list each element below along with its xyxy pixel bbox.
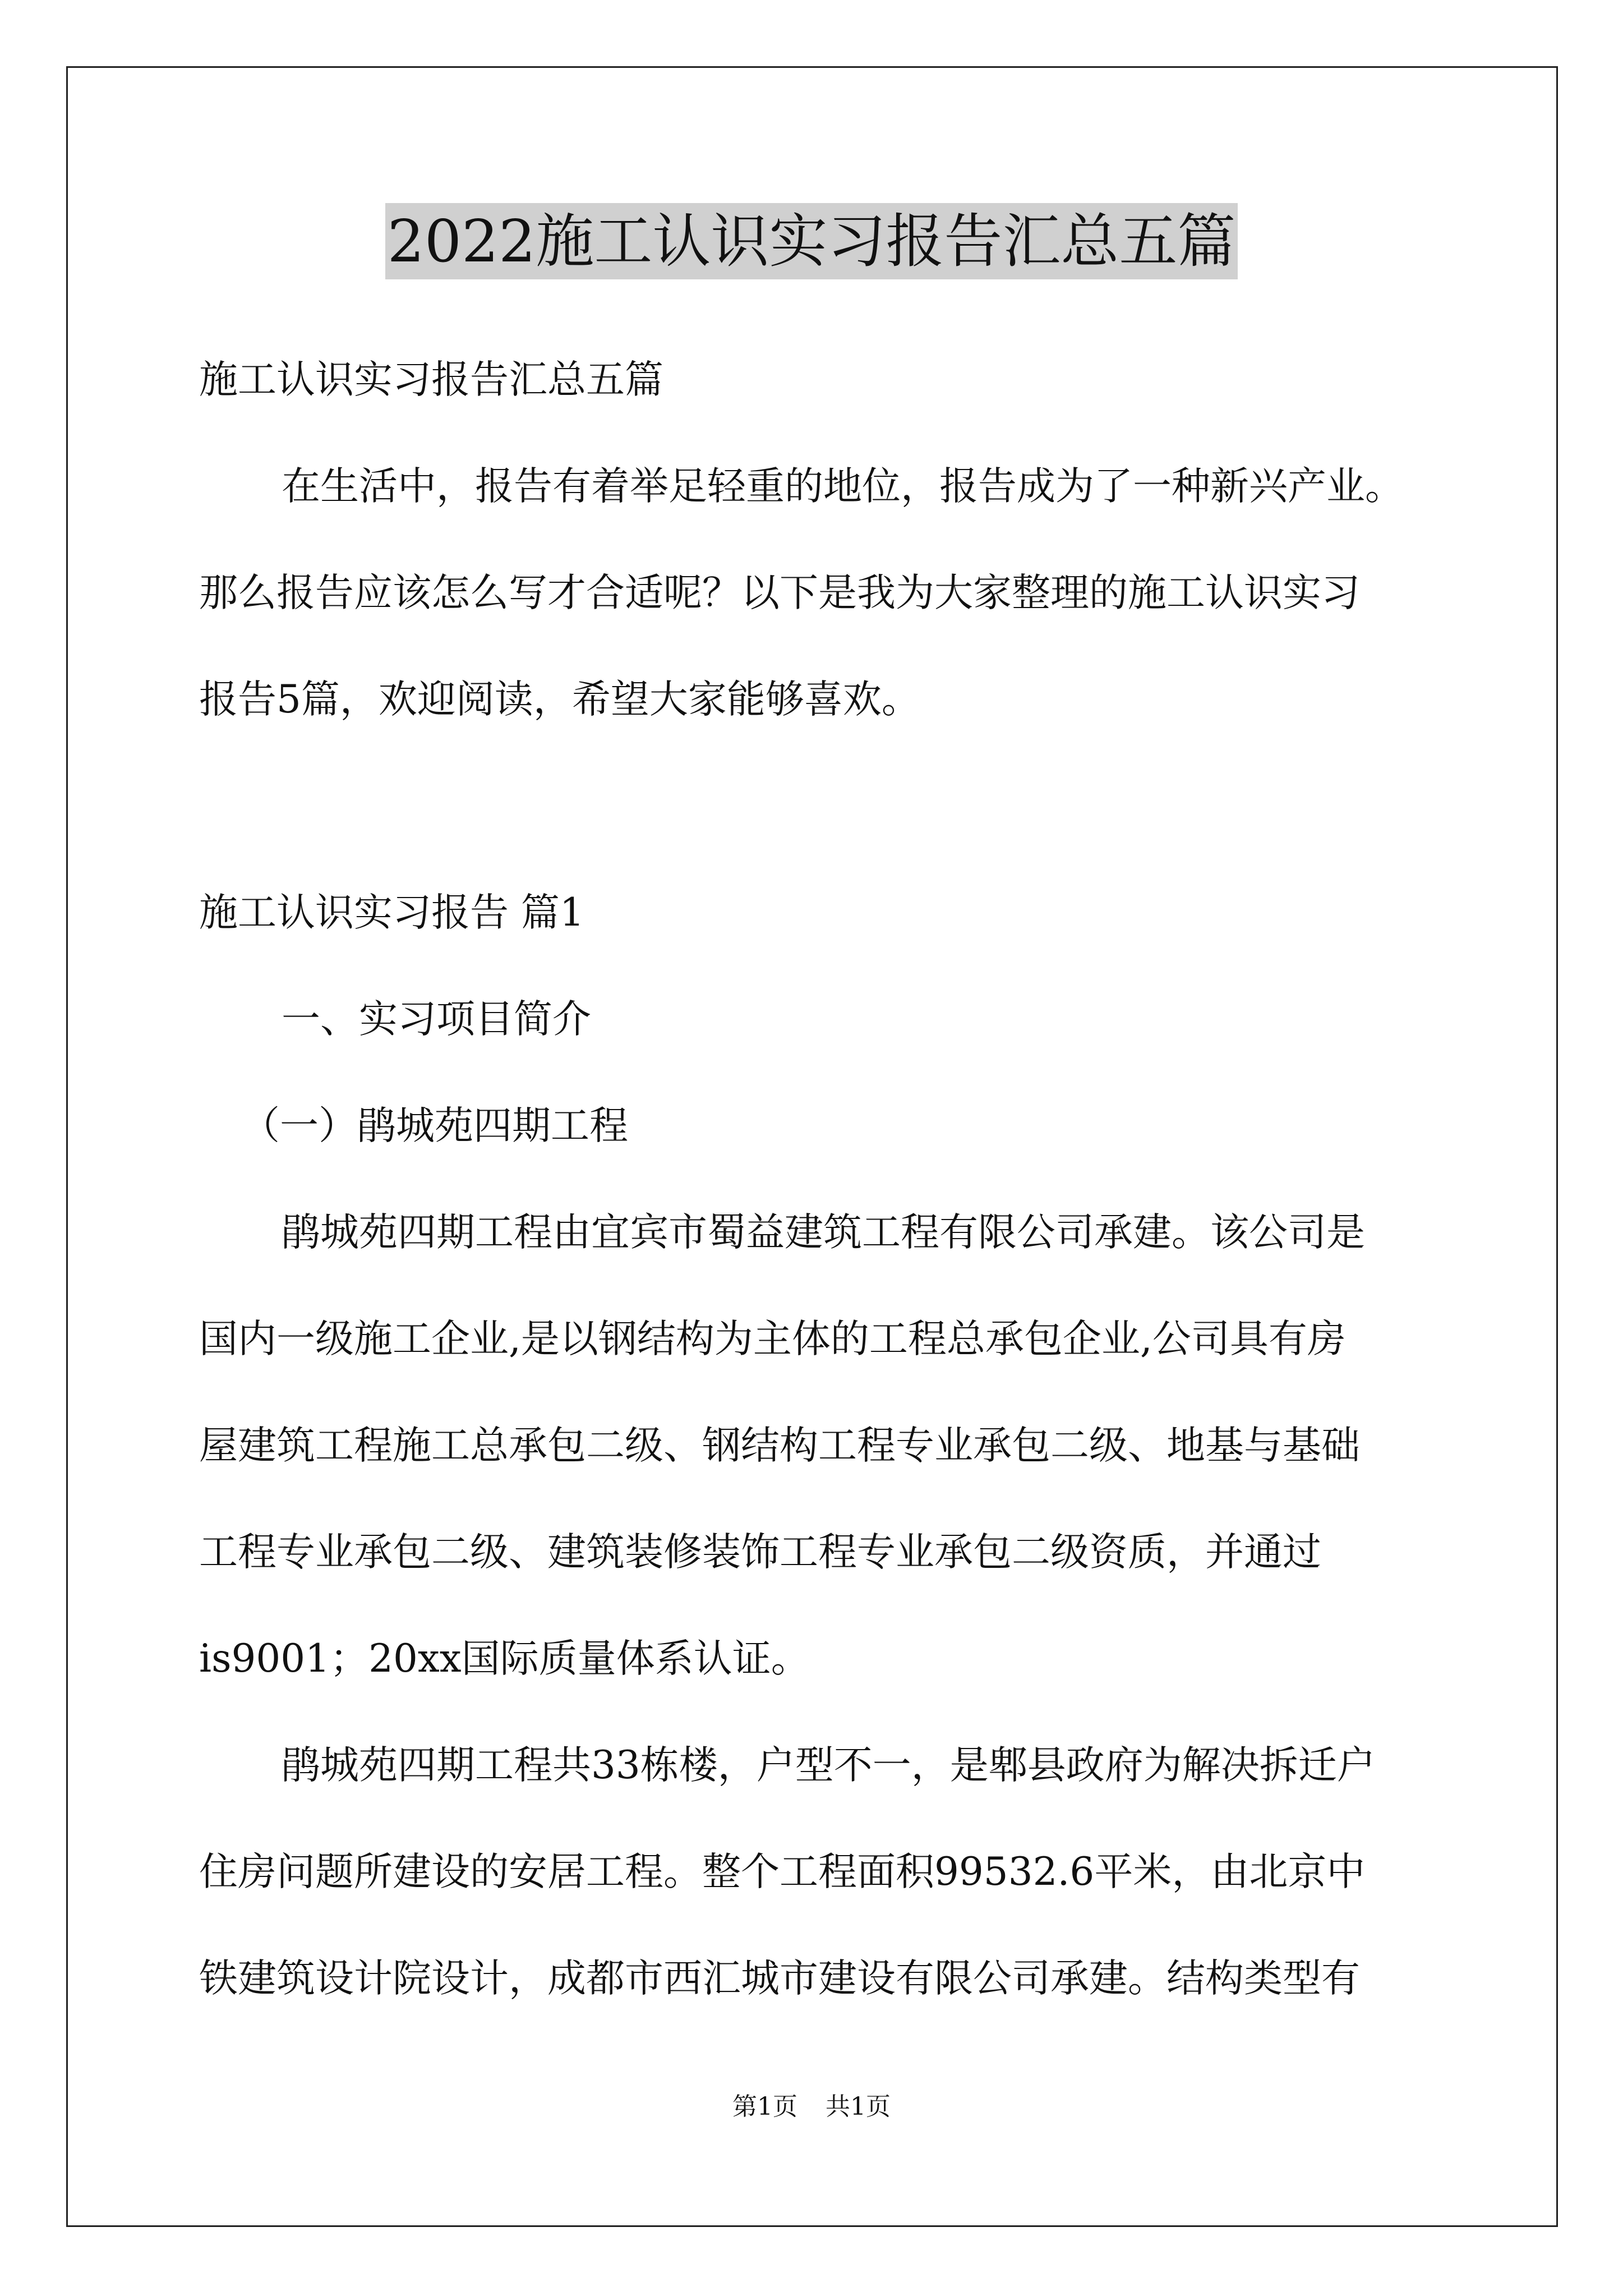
page-footer <box>0 2091 1623 2123</box>
sub-heading: （一）鹃城苑四期工程 <box>241 1103 628 1148</box>
document-subtitle: 施工认识实习报告汇总五篇 <box>199 357 663 402</box>
intro-line-1: 在生活中，报告有着举足轻重的地位，报告成为了一种新兴产业。 <box>282 464 1404 509</box>
page-number-current: 第1页 <box>732 2092 797 2121</box>
part-heading: 一、实习项目简介 <box>282 997 591 1042</box>
page-number-total: 共1页 <box>826 2092 891 2121</box>
title-container <box>0 203 1623 279</box>
intro-line-3: 报告5篇，欢迎阅读，希望大家能够喜欢。 <box>199 677 920 722</box>
section-heading: 施工认识实习报告 篇1 <box>199 890 584 935</box>
para1-line-5: is9001；20xx国际质量体系认证。 <box>199 1636 810 1681</box>
para2-line-1: 鹃城苑四期工程共33栋楼，户型不一，是郫县政府为解决拆迁户 <box>282 1743 1376 1788</box>
para2-line-3: 铁建筑设计院设计，成都市西汇城市建设有限公司承建。结构类型有 <box>199 1956 1360 2001</box>
para1-line-2: 国内一级施工企业,是以钢结构为主体的工程总承包企业,公司具有房 <box>199 1317 1346 1361</box>
para1-line-1: 鹃城苑四期工程由宜宾市蜀益建筑工程有限公司承建。该公司是 <box>282 1210 1365 1255</box>
intro-line-2: 那么报告应该怎么写才合适呢？以下是我为大家整理的施工认识实习 <box>199 570 1360 615</box>
document-title: 2022施工认识实习报告汇总五篇 <box>385 203 1238 279</box>
para1-line-4: 工程专业承包二级、建筑装修装饰工程专业承包二级资质，并通过 <box>199 1530 1321 1575</box>
para1-line-3: 屋建筑工程施工总承包二级、钢结构工程专业承包二级、地基与基础 <box>199 1423 1360 1468</box>
para2-line-2: 住房问题所建设的安居工程。整个工程面积99532.6平米，由北京中 <box>199 1849 1366 1894</box>
